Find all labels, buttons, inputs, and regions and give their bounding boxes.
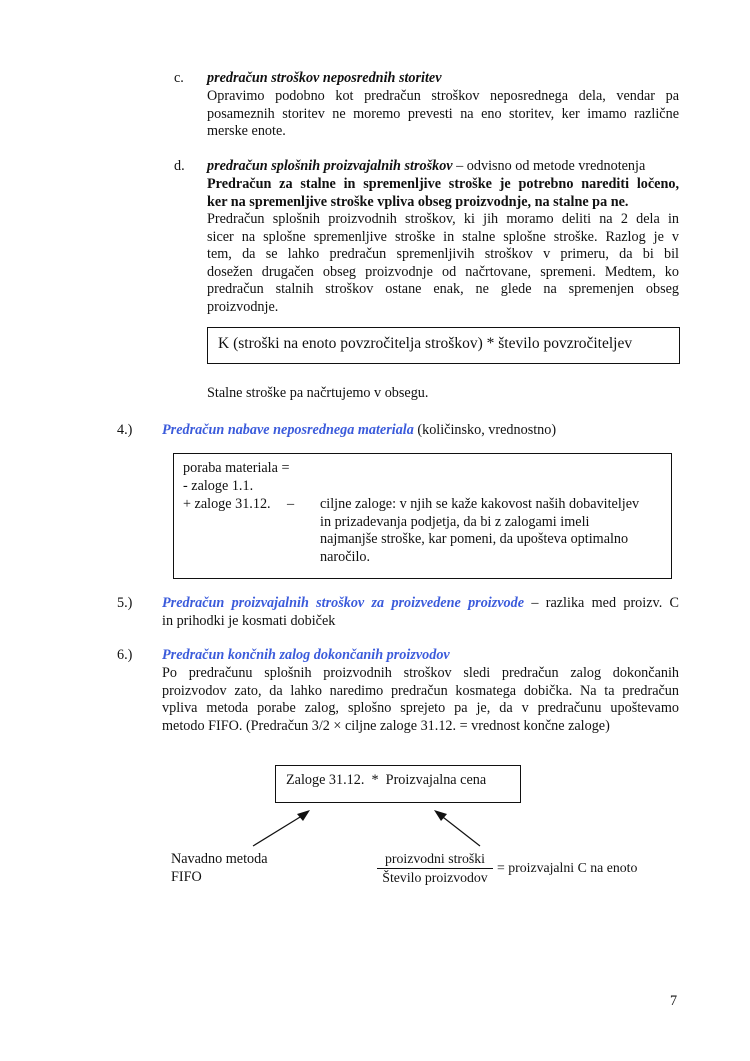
material-note-line: najmanjše stroške, kar pomeni, da upošteva optimalno [320,531,629,548]
material-line-3: + zaloge 31.12. [183,496,271,512]
section-d-line: tem, da se lahko predračun spremenljivih stroškov v primeru, da bi bil [207,246,679,263]
section-d-bold-line: ker na spremenljive stroške vpliva obseg proizvodnje, na stalne pa ne. [207,193,629,210]
formula-text: K (stroški na enoto povzročitelja stroškov) * število povzročiteljev [218,335,633,352]
section-d-line: Predračun splošnih proizvodnih stroškov, ki jih moramo deliti na 2 dela in [207,211,679,227]
fifo-label [171,851,268,886]
section-5-body [162,595,679,630]
fraction-result: = proizvajalni C na enoto [497,860,638,875]
fraction-denominator: Število proizvodov [382,870,488,885]
arrow-right-icon [425,805,490,850]
section-d-bold-note [207,176,679,211]
fifo-label-line-1: Navadno metoda [171,851,268,867]
section-c-body [207,88,679,141]
section-c-line: Opravimo podobno kot predračun stroškov neposrednega dela, vendar pa [207,88,679,104]
section-d-line: dosežen drugačen obseg proizvodnje od načrtovane, spremeni. Medtem, ko [207,263,679,280]
section-c-marker: c. [174,70,184,86]
material-line-1: poraba materiala = [183,460,290,476]
fifo-label-line-2: FIFO [171,868,202,885]
section-c-line: merske enote. [207,123,286,140]
section-5-line [162,595,679,613]
material-note-line: naročilo. [320,548,371,565]
fraction-numerator: proizvodni stroški [377,851,493,869]
section-d-line: predračun stalnih stroškov ostane enak, ne glede na spremenjen obseg [207,281,679,298]
material-note [320,496,670,566]
section-4-marker: 4.) [117,422,133,438]
section-4-title: Predračun nabave neposrednega materiala [162,422,414,438]
section-6-marker: 6.) [117,647,133,663]
section-5-line-2: in prihodki je kosmati dobiček [162,612,336,629]
page-number: 7 [670,993,678,1009]
unit-cost-fraction [377,851,493,886]
section-5-marker: 5.) [117,595,133,611]
section-5-title: Predračun proizvajalnih stroškov za proizvedene proizvode [162,595,525,611]
section-6-line: Po predračunu splošnih proizvodnih stroškov sledi predračun zalog dokončanih [162,665,679,681]
formula-box [207,327,680,364]
section-4-heading [162,422,556,439]
section-6-body [162,665,679,735]
section-d-title: predračun splošnih proizvajalnih stroškov [207,158,453,174]
material-note-line: ciljne zaloge: v njih se kaže kakovost naših dobaviteljev [320,496,640,512]
section-d-bold-line: Predračun za stalne in spremenljive stroške je potrebno narediti ločeno, [207,176,679,192]
section-6-title: Predračun končnih zalog dokončanih proizvodov [162,647,450,663]
section-6-line: vpliva metoda porabe zalog, splošno sprejeto pa je, da v predračunu upoštevamo [162,700,679,717]
section-5-title-suffix: – razlika med proizv. C [524,595,680,611]
section-c-line: posameznih storitev ne moremo prevesti na eno storitev, ker imamo različne [207,105,679,122]
material-line-2: - zaloge 1.1. [183,478,254,494]
section-4-title-suffix: (količinsko, vrednostno) [413,422,557,438]
material-dash: – [287,496,295,512]
arrow-left-icon [245,805,320,850]
material-note-line: in prizadevanja podjetja, da bi z zalogami imeli [320,513,590,530]
section-6-line: metodo FIFO. (Predračun 3/2 × ciljne zaloge 31.12. = vrednost končne zaloge) [162,717,610,734]
section-d-heading [207,158,645,175]
section-c-title: predračun stroškov neposrednih storitev [207,70,442,86]
material-box [173,453,672,579]
section-d-line: sicer na splošne spremenljive stroške in stalne splošne stroške. Razlog je v [207,228,679,245]
section-d-body [207,211,679,317]
section-d-line: proizvodnje. [207,298,279,315]
section-6-line: proizvodov zato, da lahko naredimo predračun kosmatega dobička. Na ta predračun [162,682,679,699]
inventory-formula-text: Zaloge 31.12. * Proizvajalna cena [286,772,487,788]
section-d-marker: d. [174,158,185,174]
section-d-title-suffix: – odvisno od metode vrednotenja [452,158,646,174]
section-d-after-box: Stalne stroške pa načrtujemo v obsegu. [207,385,429,401]
inventory-formula-box [275,765,521,803]
